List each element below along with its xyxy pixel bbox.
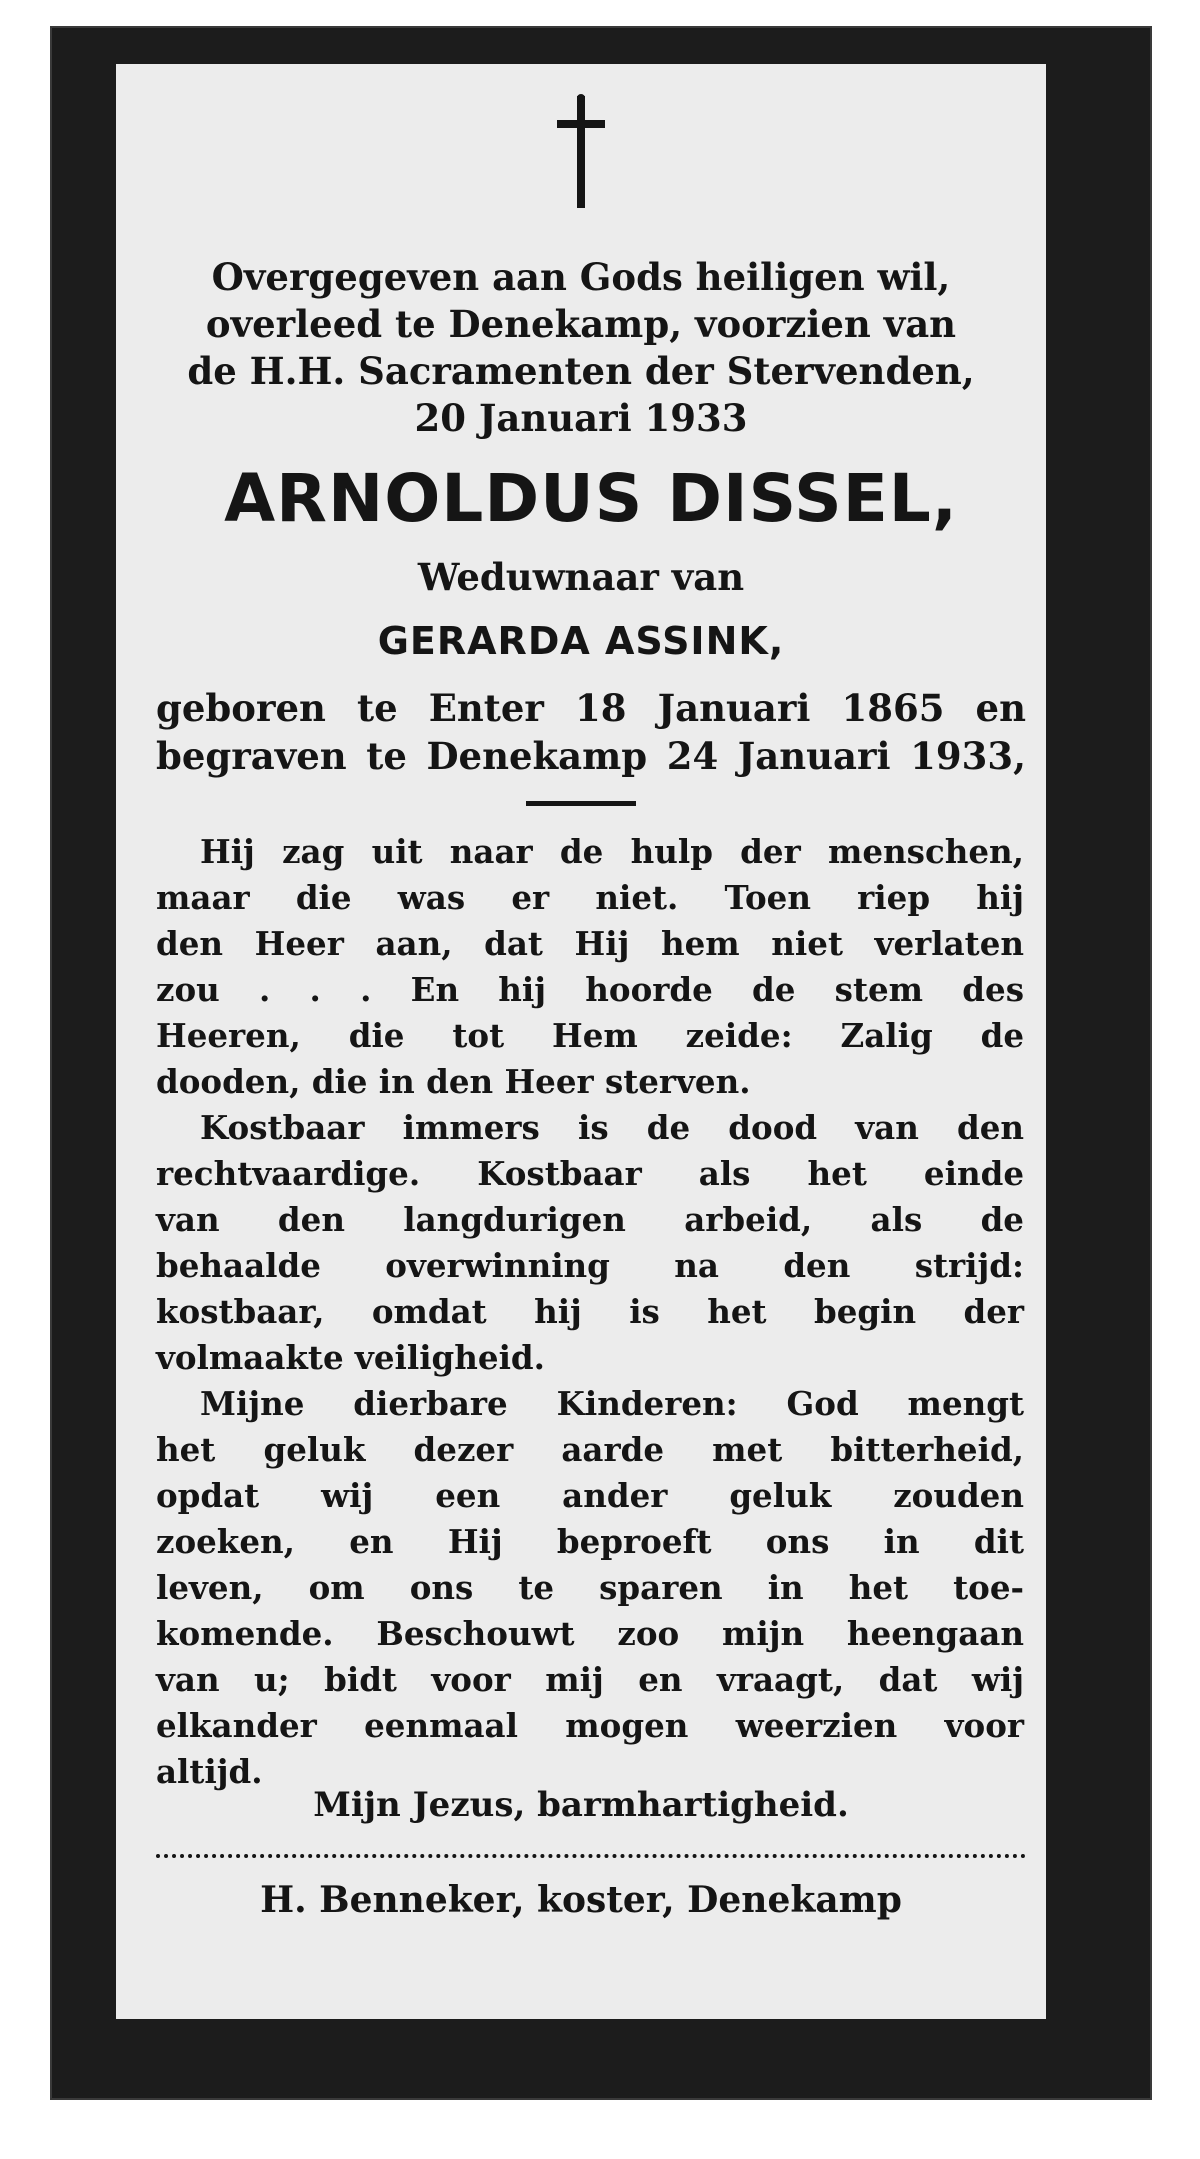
body-line: behaalde overwinning na den strijd: (156, 1246, 1024, 1285)
memorial-card (116, 64, 1046, 2019)
birth-burial-dates (156, 684, 1026, 780)
intro-text (176, 254, 986, 442)
body-line: den Heer aan, dat Hij hem niet verlaten (156, 924, 1024, 963)
body-line: altijd. (156, 1752, 263, 1791)
body-line: rechtvaardige. Kostbaar als het einde (156, 1154, 1024, 1193)
body-line: Heeren, die tot Hem zeide: Zalig de (156, 1016, 1024, 1055)
intro-line: de H.H. Sacramenten der Stervenden, (187, 349, 975, 393)
burial-line: begraven te Denekamp 24 Januari 1933, (156, 734, 1026, 778)
body-text (156, 829, 1024, 1795)
body-line: dooden, die in den Heer sterven. (156, 1062, 751, 1101)
widower-label: Weduwnaar van (417, 555, 745, 599)
birth-line: geboren te Enter 18 Januari 1865 en (156, 686, 1026, 730)
closing-prayer: Mijn Jezus, barmhartigheid. (313, 1785, 849, 1825)
divider (526, 801, 636, 806)
dotted-divider (156, 1854, 1026, 1858)
body-line: opdat wij een ander geluk zouden (156, 1476, 1024, 1515)
body-line: zoeken, en Hij beproeft ons in dit (156, 1522, 1024, 1561)
footer-text: H. Benneker, koster, Denekamp (260, 1879, 902, 1921)
body-line: van den langdurigen arbeid, als de (156, 1200, 1024, 1239)
body-line: Kostbaar immers is de dood van den (200, 1108, 1024, 1147)
body-line: elkander eenmaal mogen weerzien voor (156, 1706, 1024, 1745)
intro-line: overleed te Denekamp, voorzien van (205, 302, 957, 346)
body-line: leven, om ons te sparen in het toe- (156, 1568, 1024, 1607)
deceased-name: ARNOLDUS DISSEL, (224, 460, 958, 537)
body-line: maar die was er niet. Toen riep hij (156, 878, 1024, 917)
body-line: van u; bidt voor mij en vraagt, dat wij (156, 1660, 1024, 1699)
body-line: komende. Beschouwt zoo mijn heengaan (156, 1614, 1024, 1653)
body-line: het geluk dezer aarde met bitterheid, (156, 1430, 1024, 1469)
cross-icon (551, 92, 611, 212)
death-date: 20 Januari 1933 (414, 396, 748, 440)
body-line: kostbaar, omdat hij is het begin der (156, 1292, 1024, 1331)
body-line: Mijne dierbare Kinderen: God mengt (200, 1384, 1024, 1423)
spouse-name: GERARDA ASSINK, (377, 619, 785, 663)
body-line: Hij zag uit naar de hulp der menschen, (200, 832, 1024, 871)
body-line: volmaakte veiligheid. (156, 1338, 545, 1377)
body-line: zou . . . En hij hoorde de stem des (156, 970, 1024, 1009)
intro-line: Overgegeven aan Gods heiligen wil, (211, 255, 951, 299)
